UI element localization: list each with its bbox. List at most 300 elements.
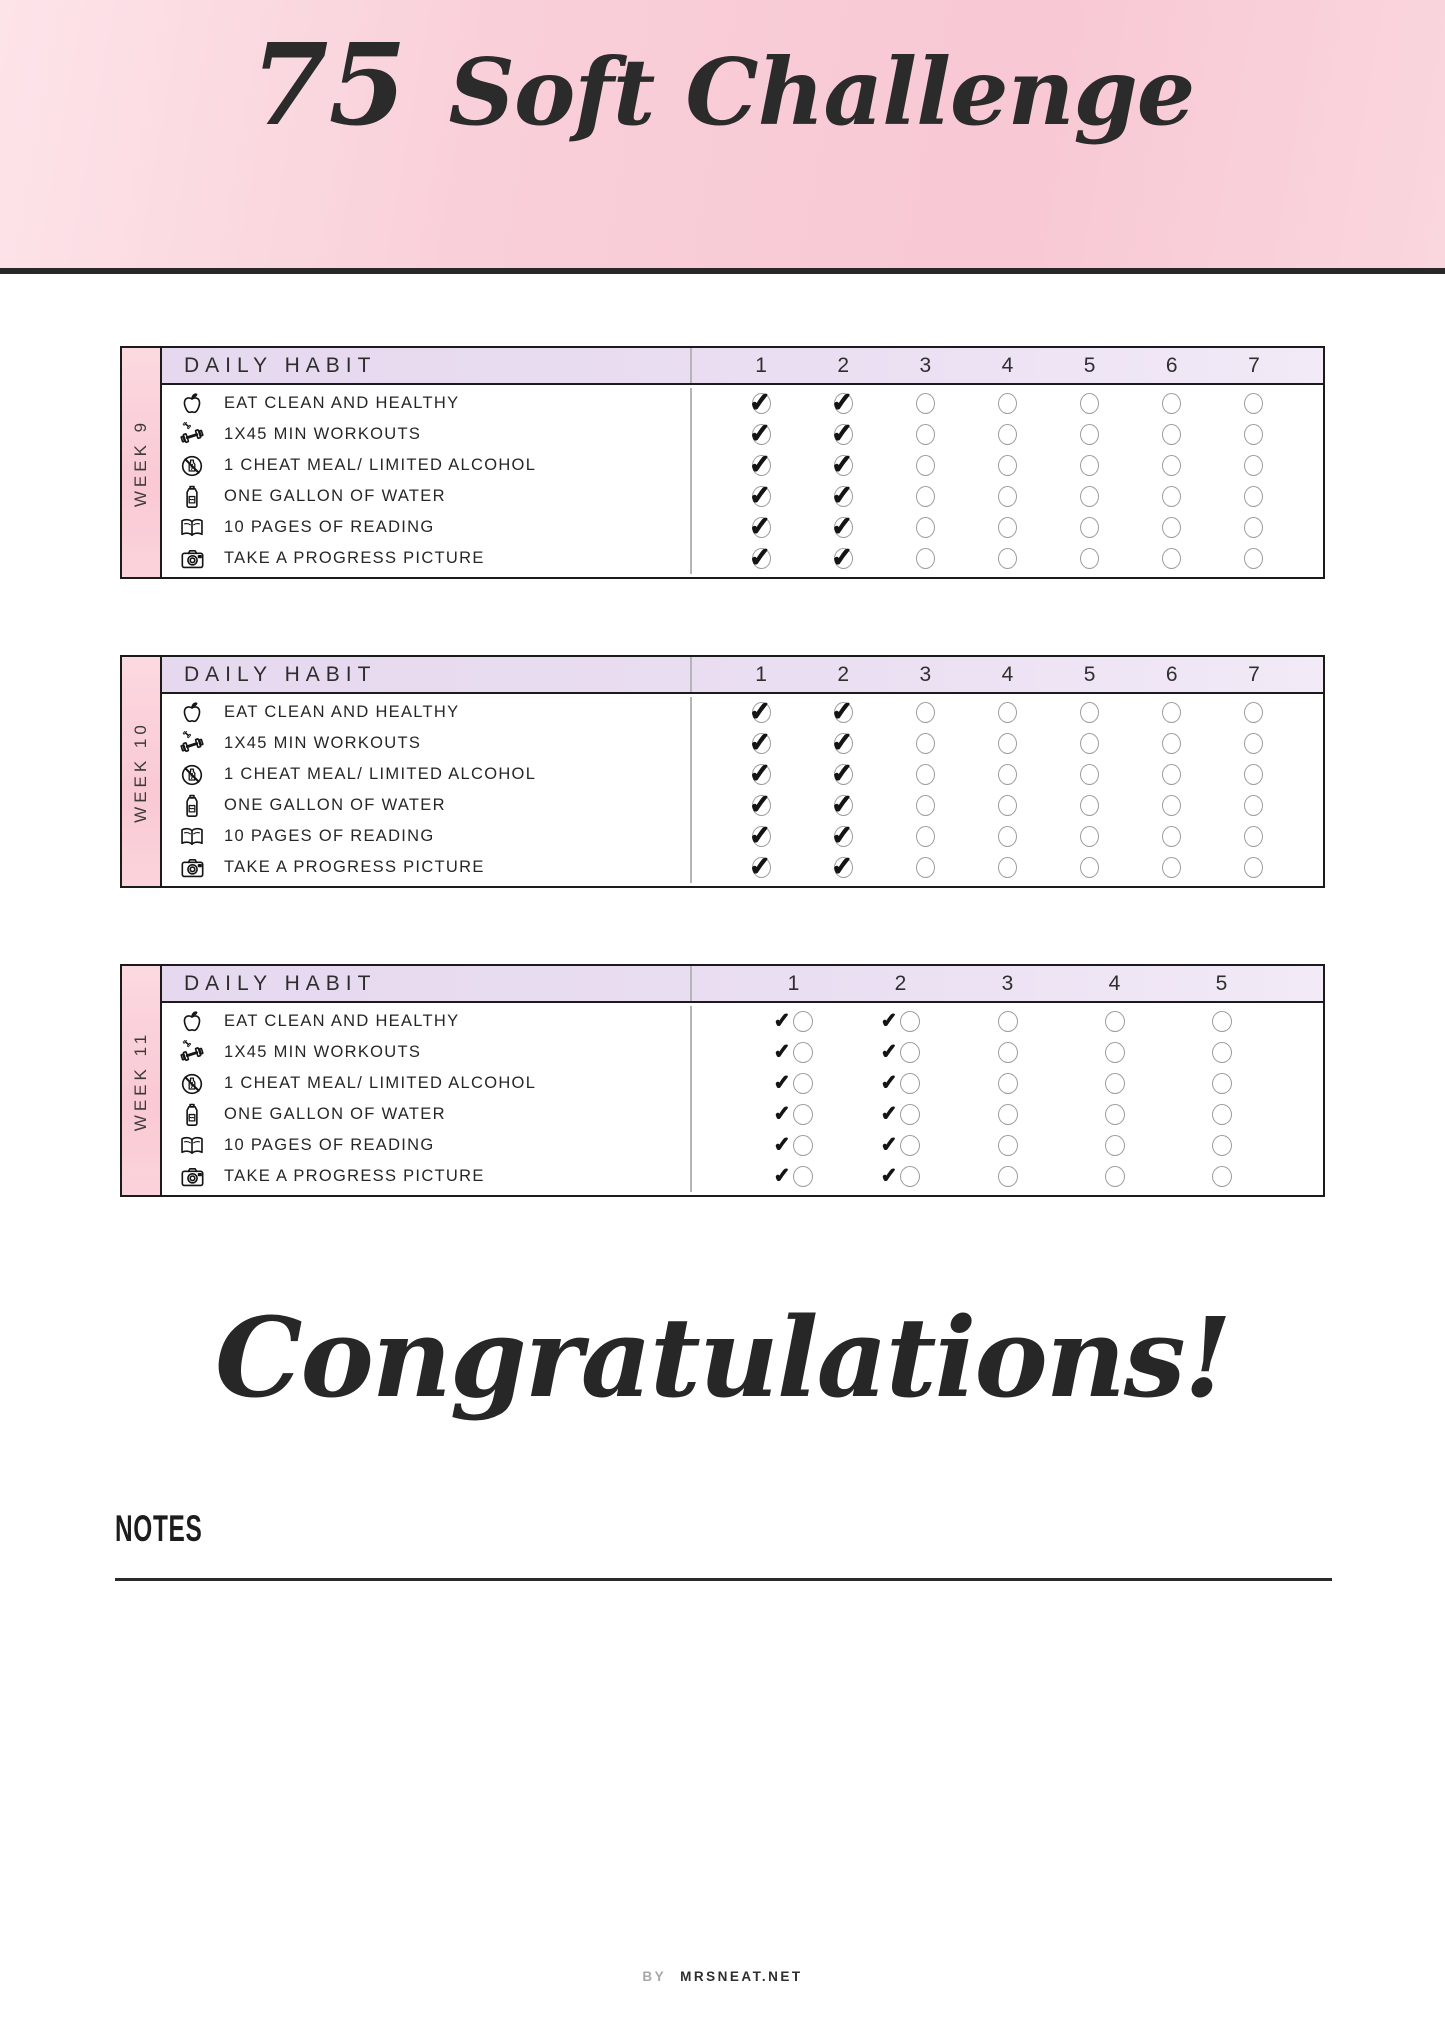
- day-circle[interactable]: [1080, 795, 1099, 816]
- day-circle[interactable]: [1212, 1073, 1232, 1094]
- day-circle[interactable]: [1162, 393, 1181, 414]
- day-checkbox-cell[interactable]: [1131, 393, 1213, 414]
- day-circle[interactable]: [1080, 764, 1099, 785]
- day-circle[interactable]: [1080, 517, 1099, 538]
- day-checkbox-cell[interactable]: [884, 517, 966, 538]
- day-checkbox-cell[interactable]: [1213, 826, 1295, 847]
- check-mark-icon: ✓: [749, 819, 771, 850]
- day-checkbox-cell[interactable]: [1131, 486, 1213, 507]
- day-checkbox-cell[interactable]: [1213, 733, 1295, 754]
- day-checkbox-cell[interactable]: [720, 510, 802, 541]
- table-header-row: [162, 966, 1323, 1003]
- day-circle[interactable]: [916, 424, 935, 445]
- habit-label: TAKE A PROGRESS PICTURE: [224, 858, 485, 876]
- day-checkbox-cell[interactable]: [884, 857, 966, 878]
- day-checkbox-cell[interactable]: [966, 455, 1048, 476]
- day-checkbox-cell[interactable]: [1131, 795, 1213, 816]
- day-checkbox-cell[interactable]: [1061, 1073, 1168, 1094]
- day-circle[interactable]: [1244, 857, 1263, 878]
- day-number: 2: [837, 662, 850, 686]
- day-circle[interactable]: [1162, 517, 1181, 538]
- day-number: 7: [1248, 662, 1260, 686]
- day-checkbox-cell[interactable]: [966, 548, 1048, 569]
- day-checkbox-cell[interactable]: [1049, 548, 1131, 569]
- habit-row: [162, 1037, 1323, 1068]
- day-checkbox-cell[interactable]: [1131, 424, 1213, 445]
- day-checkbox-cell[interactable]: [720, 448, 802, 479]
- day-circle[interactable]: [998, 517, 1017, 538]
- day-checkbox-cell[interactable]: [1049, 393, 1131, 414]
- check-mark-icon: ✓: [749, 479, 771, 510]
- day-number: 2: [837, 353, 850, 377]
- day-checkbox-cell[interactable]: [884, 455, 966, 476]
- day-checkbox-cell[interactable]: [720, 788, 802, 819]
- day-checkbox-cell[interactable]: [884, 424, 966, 445]
- day-checkbox-cell[interactable]: [1061, 1011, 1168, 1032]
- day-number: 4: [1001, 662, 1014, 686]
- day-checkbox-cell[interactable]: [966, 795, 1048, 816]
- day-checkbox-cell[interactable]: [1213, 857, 1295, 878]
- habit-label: 10 PAGES OF READING: [224, 1136, 435, 1154]
- day-circle[interactable]: [916, 857, 935, 878]
- day-circle[interactable]: [793, 1011, 813, 1032]
- day-circle[interactable]: [1162, 764, 1181, 785]
- day-circle[interactable]: [1244, 424, 1263, 445]
- day-circle[interactable]: [1162, 857, 1181, 878]
- day-circle[interactable]: [1244, 702, 1263, 723]
- habit-day-cells: [690, 419, 1323, 450]
- day-circle[interactable]: [1162, 548, 1181, 569]
- day-circle[interactable]: [998, 548, 1017, 569]
- day-circle[interactable]: [916, 455, 935, 476]
- day-checkbox-cell[interactable]: [720, 386, 802, 417]
- day-checkbox-cell[interactable]: [1049, 517, 1131, 538]
- water-jug-icon: [174, 484, 210, 510]
- day-circle[interactable]: [1244, 826, 1263, 847]
- check-mark-icon: ✓: [831, 757, 854, 788]
- day-checkbox-cell[interactable]: [740, 1042, 847, 1063]
- week-table: [120, 346, 1325, 579]
- habit-day-cells: [690, 728, 1323, 759]
- day-checkbox-cell[interactable]: [1061, 1166, 1168, 1187]
- habit-row: [162, 1099, 1323, 1130]
- day-checkbox-cell[interactable]: [802, 819, 884, 850]
- day-checkbox-cell[interactable]: [740, 1166, 847, 1187]
- notes-label: NOTES: [115, 1508, 203, 1549]
- habit-row: [162, 1161, 1323, 1192]
- day-checkbox-cell[interactable]: [802, 695, 884, 726]
- title-script: Soft Challenge: [448, 38, 1195, 146]
- day-checkbox-cell[interactable]: [1213, 517, 1295, 538]
- day-circle[interactable]: [1080, 548, 1099, 569]
- day-circle[interactable]: [793, 1166, 813, 1187]
- day-checkbox-cell[interactable]: [1049, 857, 1131, 878]
- day-circle[interactable]: [916, 795, 935, 816]
- habit-day-cells: [690, 821, 1323, 852]
- table-header-row: [162, 348, 1323, 385]
- day-checkbox-cell[interactable]: [1213, 764, 1295, 785]
- check-mark-icon: ✓: [773, 1040, 791, 1063]
- day-circle[interactable]: [793, 1135, 813, 1156]
- day-circle[interactable]: [900, 1042, 920, 1063]
- day-checkbox-cell[interactable]: [847, 1073, 954, 1094]
- day-circle[interactable]: [793, 1104, 813, 1125]
- habit-row: [162, 852, 1323, 883]
- day-checkbox-cell[interactable]: [720, 819, 802, 850]
- day-number: 6: [1165, 662, 1178, 686]
- check-mark-icon: ✓: [749, 448, 771, 479]
- check-mark-icon: ✓: [831, 788, 854, 819]
- day-circle[interactable]: [998, 1073, 1018, 1094]
- habit-row: [162, 419, 1323, 450]
- apple-icon: [174, 1009, 210, 1035]
- day-checkbox-cell[interactable]: [884, 486, 966, 507]
- day-circle[interactable]: [916, 517, 935, 538]
- day-checkbox-cell[interactable]: [1049, 702, 1131, 723]
- check-mark-icon: ✓: [773, 1071, 791, 1094]
- week-table-main: [162, 966, 1323, 1195]
- day-circle[interactable]: [916, 393, 935, 414]
- habit-day-cells: [690, 852, 1323, 883]
- day-circle[interactable]: [1244, 517, 1263, 538]
- day-checkbox-cell[interactable]: [1213, 548, 1295, 569]
- water-jug-icon: [174, 793, 210, 819]
- day-circle[interactable]: [998, 486, 1017, 507]
- camera-icon: [174, 546, 210, 572]
- day-number: 1: [755, 662, 767, 686]
- habit-day-cells: [690, 790, 1323, 821]
- day-circle[interactable]: [1080, 857, 1099, 878]
- day-checkbox-cell[interactable]: [1131, 764, 1213, 785]
- check-mark-icon: ✓: [880, 1102, 898, 1125]
- check-mark-icon: ✓: [749, 695, 771, 726]
- day-checkbox-cell[interactable]: [1131, 702, 1213, 723]
- day-circle[interactable]: [1212, 1042, 1232, 1063]
- day-circle[interactable]: [998, 733, 1017, 754]
- day-circle[interactable]: [1080, 486, 1099, 507]
- day-checkbox-cell[interactable]: [954, 1166, 1061, 1187]
- day-checkbox-cell[interactable]: [966, 826, 1048, 847]
- day-numbers: [690, 657, 1323, 692]
- day-checkbox-cell[interactable]: [884, 702, 966, 723]
- day-circle[interactable]: [1244, 733, 1263, 754]
- habit-label: EAT CLEAN AND HEALTHY: [224, 703, 460, 721]
- day-checkbox-cell[interactable]: [847, 1104, 954, 1125]
- day-checkbox-cell[interactable]: [966, 733, 1048, 754]
- day-checkbox-cell[interactable]: [966, 393, 1048, 414]
- day-circle[interactable]: [793, 1042, 813, 1063]
- day-circle[interactable]: [998, 764, 1017, 785]
- check-mark-icon: ✓: [831, 695, 854, 726]
- day-circle[interactable]: [998, 826, 1017, 847]
- day-number: 3: [919, 353, 932, 377]
- day-checkbox-cell[interactable]: [847, 1042, 954, 1063]
- apple-icon: [174, 700, 210, 726]
- day-circle[interactable]: [1212, 1104, 1232, 1125]
- day-checkbox-cell[interactable]: [966, 517, 1048, 538]
- day-checkbox-cell[interactable]: [1049, 455, 1131, 476]
- check-mark-icon: ✓: [749, 541, 771, 572]
- day-checkbox-cell[interactable]: [1049, 764, 1131, 785]
- day-checkbox-cell[interactable]: [954, 1135, 1061, 1156]
- habit-label: 1X45 MIN WORKOUTS: [224, 425, 422, 443]
- day-circle[interactable]: [998, 1042, 1018, 1063]
- day-checkbox-cell[interactable]: [1061, 1104, 1168, 1125]
- day-checkbox-cell[interactable]: [802, 417, 884, 448]
- day-circle[interactable]: [1244, 455, 1263, 476]
- day-circle[interactable]: [998, 857, 1017, 878]
- day-circle[interactable]: [793, 1073, 813, 1094]
- footer: [0, 1969, 1445, 1984]
- habit-label: 1 CHEAT MEAL/ LIMITED ALCOHOL: [224, 456, 537, 474]
- day-circle[interactable]: [1105, 1011, 1125, 1032]
- day-checkbox-cell[interactable]: [1168, 1011, 1275, 1032]
- day-circle[interactable]: [1244, 795, 1263, 816]
- day-checkbox-cell[interactable]: [847, 1135, 954, 1156]
- habit-day-cells: [690, 1006, 1323, 1037]
- day-circle[interactable]: [1212, 1011, 1232, 1032]
- day-circle[interactable]: [1162, 795, 1181, 816]
- habit-day-cells: [690, 1068, 1323, 1099]
- habit-row: [162, 697, 1323, 728]
- day-circle[interactable]: [998, 455, 1017, 476]
- day-circle[interactable]: [998, 1011, 1018, 1032]
- day-circle[interactable]: [916, 733, 935, 754]
- day-circle[interactable]: [1105, 1166, 1125, 1187]
- day-circle[interactable]: [900, 1166, 920, 1187]
- day-number: 1: [787, 971, 800, 995]
- day-checkbox-cell[interactable]: [1213, 795, 1295, 816]
- day-checkbox-cell[interactable]: [1049, 826, 1131, 847]
- day-circle[interactable]: [916, 702, 935, 723]
- day-circle[interactable]: [998, 1104, 1018, 1125]
- day-checkbox-cell[interactable]: [802, 757, 884, 788]
- week-table: [120, 655, 1325, 888]
- day-checkbox-cell[interactable]: [802, 448, 884, 479]
- habit-row: [162, 1130, 1323, 1161]
- day-checkbox-cell[interactable]: [1061, 1042, 1168, 1063]
- habit-label: ONE GALLON OF WATER: [224, 487, 446, 505]
- apple-icon: [174, 391, 210, 417]
- day-checkbox-cell[interactable]: [1049, 733, 1131, 754]
- day-checkbox-cell[interactable]: [720, 757, 802, 788]
- check-mark-icon: ✓: [880, 1133, 898, 1156]
- notes-line[interactable]: [115, 1578, 1332, 1581]
- day-checkbox-cell[interactable]: [1131, 548, 1213, 569]
- habit-day-cells: [690, 450, 1323, 481]
- check-mark-icon: ✓: [749, 510, 771, 541]
- habit-label: 1 CHEAT MEAL/ LIMITED ALCOHOL: [224, 1074, 537, 1092]
- habit-row: [162, 790, 1323, 821]
- day-checkbox-cell[interactable]: [1049, 486, 1131, 507]
- check-mark-icon: ✓: [749, 726, 771, 757]
- day-checkbox-cell[interactable]: [1061, 1135, 1168, 1156]
- table-header-row: [162, 657, 1323, 694]
- day-checkbox-cell[interactable]: [802, 386, 884, 417]
- day-checkbox-cell[interactable]: [720, 850, 802, 881]
- habit-label: EAT CLEAN AND HEALTHY: [224, 394, 460, 412]
- day-circle[interactable]: [1080, 424, 1099, 445]
- day-circle[interactable]: [1212, 1166, 1232, 1187]
- day-circle[interactable]: [998, 1166, 1018, 1187]
- habit-row: [162, 450, 1323, 481]
- day-number: 4: [1108, 971, 1121, 995]
- day-circle[interactable]: [998, 702, 1017, 723]
- day-checkbox-cell[interactable]: [802, 850, 884, 881]
- day-checkbox-cell[interactable]: [847, 1166, 954, 1187]
- day-circle[interactable]: [1244, 764, 1263, 785]
- day-number: 5: [1083, 662, 1096, 686]
- week-sidebar: [122, 966, 162, 1195]
- day-checkbox-cell[interactable]: [966, 702, 1048, 723]
- day-circle[interactable]: [998, 1135, 1018, 1156]
- day-checkbox-cell[interactable]: [740, 1135, 847, 1156]
- day-checkbox-cell[interactable]: [884, 826, 966, 847]
- day-circle[interactable]: [916, 826, 935, 847]
- day-circle[interactable]: [998, 393, 1017, 414]
- week-table: [120, 964, 1325, 1197]
- day-checkbox-cell[interactable]: [954, 1042, 1061, 1063]
- day-circle[interactable]: [1162, 424, 1181, 445]
- habit-label: 10 PAGES OF READING: [224, 518, 435, 536]
- week-label: WEEK 9: [131, 418, 150, 507]
- day-circle[interactable]: [1105, 1135, 1125, 1156]
- habit-day-cells: [690, 481, 1323, 512]
- day-checkbox-cell[interactable]: [966, 424, 1048, 445]
- day-circle[interactable]: [1244, 486, 1263, 507]
- day-checkbox-cell[interactable]: [884, 764, 966, 785]
- day-circle[interactable]: [1162, 826, 1181, 847]
- day-checkbox-cell[interactable]: [802, 510, 884, 541]
- day-checkbox-cell[interactable]: [1131, 455, 1213, 476]
- day-circle[interactable]: [1105, 1073, 1125, 1094]
- day-checkbox-cell[interactable]: [1131, 733, 1213, 754]
- check-mark-icon: ✓: [773, 1009, 791, 1032]
- habit-label: TAKE A PROGRESS PICTURE: [224, 549, 485, 567]
- habit-day-cells: [690, 543, 1323, 574]
- day-numbers: [690, 966, 1323, 1001]
- day-checkbox-cell[interactable]: [740, 1104, 847, 1125]
- day-circle[interactable]: [916, 486, 935, 507]
- week-label: WEEK 11: [131, 1030, 150, 1131]
- week-table-main: [162, 348, 1323, 577]
- day-checkbox-cell[interactable]: [720, 695, 802, 726]
- day-checkbox-cell[interactable]: [954, 1011, 1061, 1032]
- water-jug-icon: [174, 1102, 210, 1128]
- no-alcohol-icon: [174, 762, 210, 788]
- day-circle[interactable]: [1080, 733, 1099, 754]
- habit-day-cells: [690, 1130, 1323, 1161]
- day-checkbox-cell[interactable]: [802, 541, 884, 572]
- day-circle[interactable]: [1080, 393, 1099, 414]
- day-number: 2: [894, 971, 907, 995]
- habit-day-cells: [690, 1037, 1323, 1068]
- day-circle[interactable]: [1080, 702, 1099, 723]
- day-checkbox-cell[interactable]: [1213, 486, 1295, 507]
- day-circle[interactable]: [900, 1135, 920, 1156]
- day-checkbox-cell[interactable]: [1131, 517, 1213, 538]
- day-circle[interactable]: [916, 764, 935, 785]
- day-checkbox-cell[interactable]: [966, 486, 1048, 507]
- day-checkbox-cell[interactable]: [802, 788, 884, 819]
- day-checkbox-cell[interactable]: [1049, 795, 1131, 816]
- check-mark-icon: ✓: [831, 726, 854, 757]
- habit-row: [162, 481, 1323, 512]
- habit-label: 1X45 MIN WORKOUTS: [224, 734, 422, 752]
- day-checkbox-cell[interactable]: [1168, 1042, 1275, 1063]
- day-number: 3: [1001, 971, 1014, 995]
- day-circle[interactable]: [1080, 455, 1099, 476]
- day-checkbox-cell[interactable]: [720, 541, 802, 572]
- day-checkbox-cell[interactable]: [884, 393, 966, 414]
- day-checkbox-cell[interactable]: [847, 1011, 954, 1032]
- day-circle[interactable]: [900, 1011, 920, 1032]
- day-checkbox-cell[interactable]: [1049, 424, 1131, 445]
- day-checkbox-cell[interactable]: [720, 417, 802, 448]
- day-circle[interactable]: [900, 1104, 920, 1125]
- day-checkbox-cell[interactable]: [1213, 455, 1295, 476]
- daily-habit-header: DAILY HABIT: [184, 662, 377, 686]
- day-circle[interactable]: [1244, 548, 1263, 569]
- day-circle[interactable]: [1244, 393, 1263, 414]
- day-circle[interactable]: [1105, 1104, 1125, 1125]
- day-circle[interactable]: [1162, 486, 1181, 507]
- day-circle[interactable]: [1212, 1135, 1232, 1156]
- day-checkbox-cell[interactable]: [1168, 1135, 1275, 1156]
- day-circle[interactable]: [1162, 702, 1181, 723]
- day-circle[interactable]: [900, 1073, 920, 1094]
- day-checkbox-cell[interactable]: [966, 764, 1048, 785]
- week-label: WEEK 10: [131, 720, 150, 823]
- day-checkbox-cell[interactable]: [954, 1073, 1061, 1094]
- day-checkbox-cell[interactable]: [1168, 1073, 1275, 1094]
- day-checkbox-cell[interactable]: [720, 726, 802, 757]
- day-checkbox-cell[interactable]: [884, 548, 966, 569]
- day-checkbox-cell[interactable]: [1213, 702, 1295, 723]
- check-mark-icon: ✓: [831, 510, 854, 541]
- day-checkbox-cell[interactable]: [1131, 826, 1213, 847]
- day-checkbox-cell[interactable]: [966, 857, 1048, 878]
- day-circle[interactable]: [916, 548, 935, 569]
- day-checkbox-cell[interactable]: [802, 479, 884, 510]
- day-circle[interactable]: [1105, 1042, 1125, 1063]
- day-circle[interactable]: [1080, 826, 1099, 847]
- check-mark-icon: ✓: [749, 417, 771, 448]
- day-checkbox-cell[interactable]: [1168, 1104, 1275, 1125]
- habit-row: [162, 543, 1323, 574]
- habit-day-cells: [690, 697, 1323, 728]
- habit-label: TAKE A PROGRESS PICTURE: [224, 1167, 485, 1185]
- day-checkbox-cell[interactable]: [802, 726, 884, 757]
- day-circle[interactable]: [1162, 455, 1181, 476]
- day-checkbox-cell[interactable]: [1168, 1166, 1275, 1187]
- day-checkbox-cell[interactable]: [884, 733, 966, 754]
- day-checkbox-cell[interactable]: [1131, 857, 1213, 878]
- day-circle[interactable]: [1162, 733, 1181, 754]
- day-checkbox-cell[interactable]: [954, 1104, 1061, 1125]
- day-checkbox-cell[interactable]: [884, 795, 966, 816]
- day-number: 5: [1215, 971, 1228, 995]
- day-circle[interactable]: [998, 424, 1017, 445]
- day-checkbox-cell[interactable]: [1213, 424, 1295, 445]
- day-checkbox-cell[interactable]: [740, 1073, 847, 1094]
- check-mark-icon: ✓: [831, 448, 854, 479]
- day-circle[interactable]: [998, 795, 1017, 816]
- day-checkbox-cell[interactable]: [740, 1011, 847, 1032]
- habit-rows: [162, 1003, 1323, 1195]
- day-checkbox-cell[interactable]: [1213, 393, 1295, 414]
- day-checkbox-cell[interactable]: [720, 479, 802, 510]
